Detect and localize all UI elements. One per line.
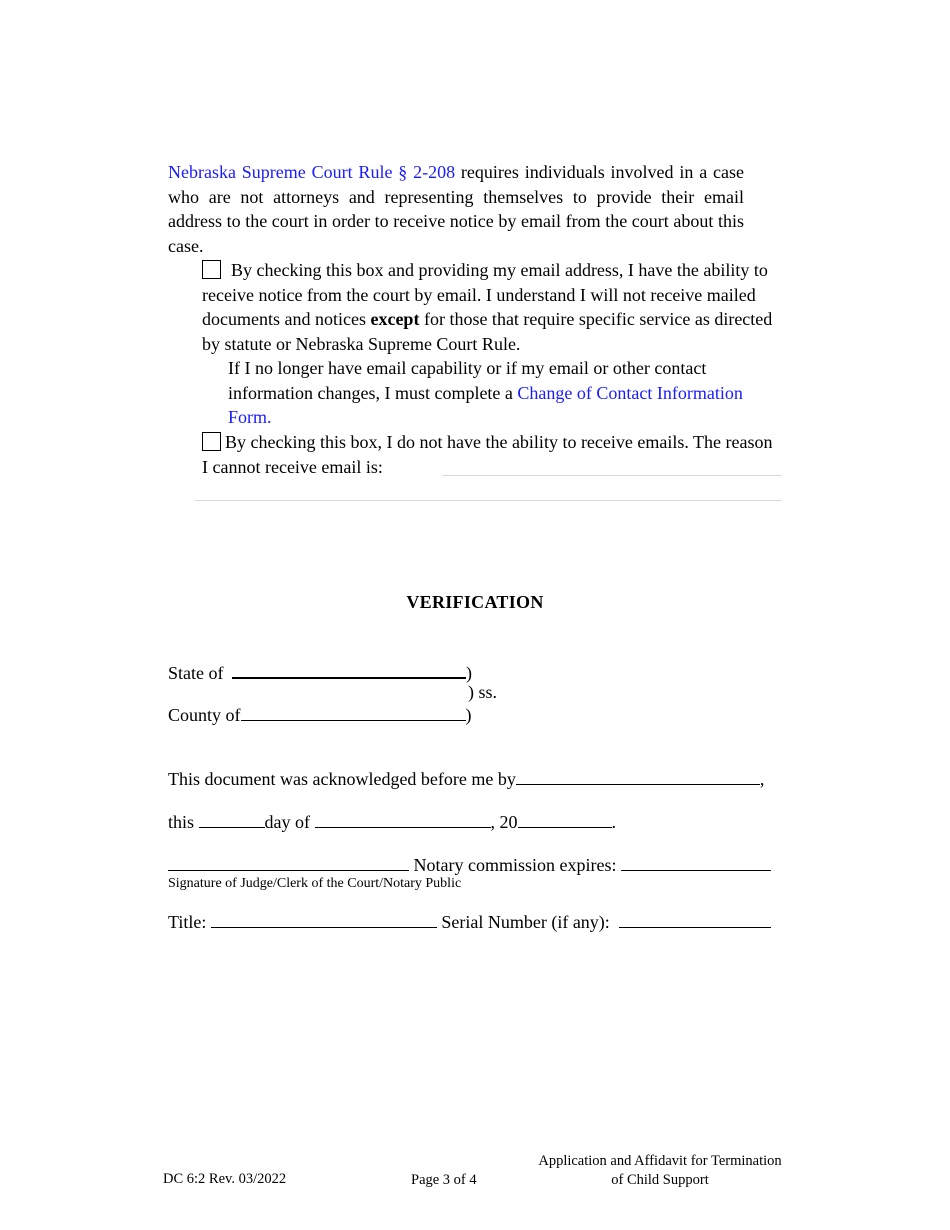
- no-email-option: [202, 430, 782, 479]
- county-row: [168, 703, 472, 726]
- no-email-reason-field[interactable]: [442, 475, 782, 476]
- footer-doc-title-line2: of Child Support: [611, 1172, 709, 1188]
- verification-heading: VERIFICATION: [406, 592, 544, 612]
- except-bold: except: [370, 309, 420, 329]
- title-field[interactable]: [211, 910, 437, 928]
- county-field[interactable]: [241, 703, 466, 721]
- email-consent-option: [202, 258, 782, 356]
- notary-row: [168, 853, 771, 876]
- intro-text: requires individuals involved in a case who are not attorneys and representing themselves to provide their email address to the court in order to receive notice by email from the court about this case.: [168, 162, 744, 256]
- serial-label: Serial Number (if any):: [441, 912, 610, 932]
- rule-2-208-link[interactable]: Nebraska Supreme Court Rule § 2-208: [168, 162, 456, 182]
- year-field[interactable]: [518, 810, 612, 828]
- title-label: Title:: [168, 912, 207, 932]
- footer-page-number: Page 3 of 4: [411, 1172, 477, 1188]
- year-prefix: , 20: [490, 812, 518, 832]
- month-field[interactable]: [315, 810, 491, 828]
- day-field[interactable]: [199, 810, 265, 828]
- acknowledged-by-field[interactable]: [516, 767, 760, 785]
- county-paren: ): [465, 705, 472, 725]
- notary-expires-label: Notary commission expires:: [413, 855, 617, 875]
- intro-paragraph: [168, 160, 744, 258]
- state-paren: ): [466, 663, 472, 683]
- contact-change-text: If I no longer have email capability or if my email or other contact information changes, I must complete a: [228, 358, 707, 403]
- ss-label: ) ss.: [468, 682, 498, 702]
- state-field[interactable]: [232, 660, 466, 679]
- date-period: .: [611, 812, 616, 832]
- date-row: [168, 810, 616, 833]
- signature-caption: Signature of Judge/Clerk of the Court/Notary Public: [168, 876, 462, 891]
- no-email-reason-field-line2[interactable]: [195, 500, 782, 501]
- signature-field[interactable]: [168, 853, 409, 871]
- no-email-checkbox[interactable]: [202, 432, 221, 451]
- notary-expiration-field[interactable]: [621, 853, 771, 871]
- change-of-contact-form-link[interactable]: Change of Contact Information Form.: [228, 382, 743, 427]
- no-email-text: By checking this box, I do not have the ability to receive emails. The reason I cannot receive email is:: [202, 432, 773, 477]
- acknowledged-row: [168, 767, 764, 790]
- contact-change-paragraph: [228, 356, 748, 430]
- email-consent-text-a: By checking this box and providing my email address, I have the ability to receive notice from the court by email. I understand I will not receive mailed documents and notices: [202, 260, 768, 329]
- state-row: [168, 660, 472, 684]
- footer-doc-title: [530, 1152, 790, 1190]
- footer-doc-title-line1: Application and Affidavit for Termination: [538, 1153, 782, 1169]
- acknowledged-comma: ,: [759, 769, 765, 789]
- day-of-label: day of: [264, 812, 310, 832]
- email-consent-checkbox[interactable]: [202, 260, 221, 279]
- title-serial-row: [168, 910, 771, 933]
- this-label: this: [168, 812, 195, 832]
- email-consent-text-b: for those that require specific service as directed by statute or Nebraska Supreme Court Rule.: [202, 309, 773, 354]
- acknowledged-label: This document was acknowledged before me by: [168, 769, 516, 789]
- state-label: State of: [168, 663, 224, 683]
- county-label: County of: [168, 705, 241, 725]
- serial-number-field[interactable]: [619, 910, 771, 928]
- footer-form-id: DC 6:2 Rev. 03/2022: [163, 1171, 287, 1187]
